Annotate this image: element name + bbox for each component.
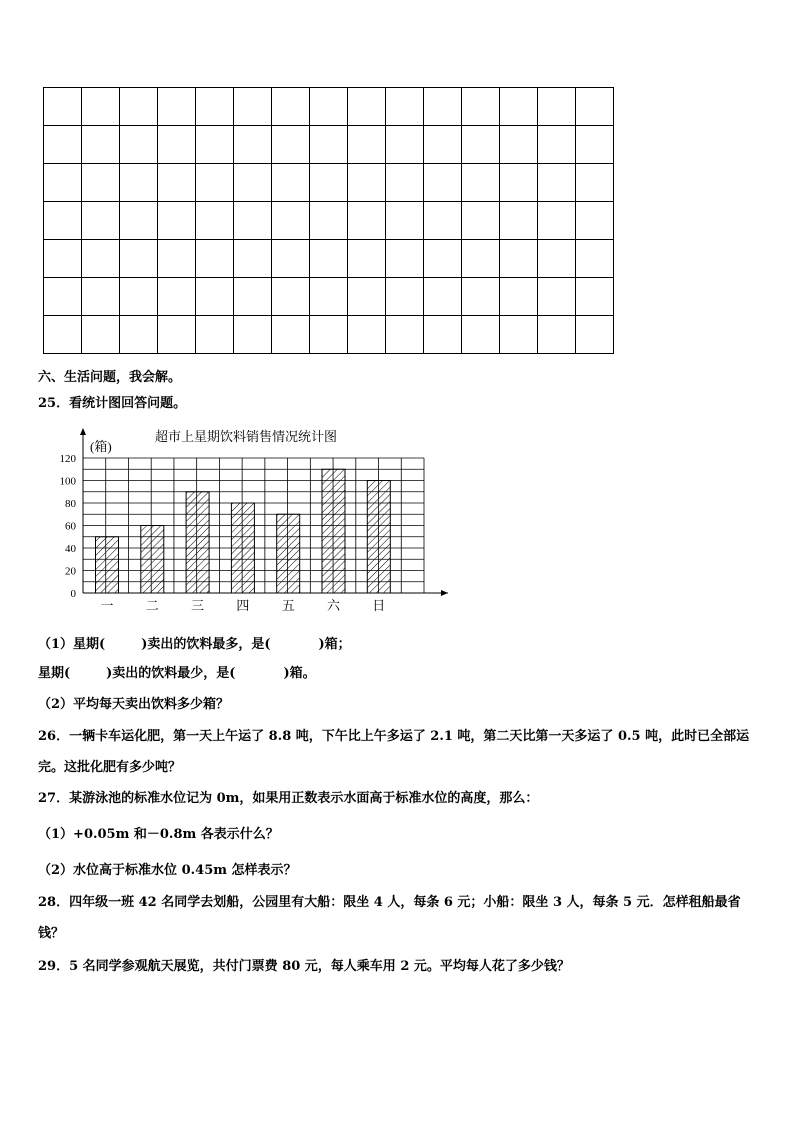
grid-cell[interactable] (82, 126, 120, 164)
bar (322, 469, 345, 593)
question-29: 29．5 名同学参观航天展览，共付门票费 80 元，每人乘车用 2 元。平均每人花了多少钱？ (38, 959, 570, 974)
answer-grid (43, 87, 614, 354)
grid-cell[interactable] (310, 88, 348, 126)
grid-cell[interactable] (158, 316, 196, 354)
section-six-heading: 六、生活问题，我会解。 (38, 370, 182, 385)
grid-cell[interactable] (234, 278, 272, 316)
bar (367, 481, 390, 594)
grid-row (44, 240, 614, 278)
grid-cell[interactable] (538, 164, 576, 202)
question-25-text: 看统计图回答问题。 (69, 396, 187, 411)
grid-cell[interactable] (310, 316, 348, 354)
y-tick-label: 0 (70, 588, 76, 600)
grid-row (44, 278, 614, 316)
grid-cell[interactable] (196, 126, 234, 164)
grid-cell[interactable] (424, 202, 462, 240)
y-axis-arrow (80, 428, 86, 435)
grid-cell[interactable] (500, 202, 538, 240)
grid-cell[interactable] (234, 316, 272, 354)
grid-cell[interactable] (386, 202, 424, 240)
grid-cell[interactable] (158, 88, 196, 126)
grid-cell[interactable] (310, 202, 348, 240)
grid-cell[interactable] (576, 88, 614, 126)
grid-cell[interactable] (158, 126, 196, 164)
x-tick-label: 四 (236, 599, 250, 614)
question-28: 28．四年级一班 42 名同学去划船，公园里有大船：限坐 4 人，每条 6 元；小船：限坐 3 人，每条 5 元．怎样租船最省钱？ (38, 895, 741, 941)
grid-cell[interactable] (196, 316, 234, 354)
grid-cell[interactable] (234, 164, 272, 202)
grid-cell[interactable] (44, 164, 82, 202)
bar (96, 537, 119, 593)
chart-title: 超市上星期饮料销售情况统计图 (155, 430, 338, 445)
grid-cell[interactable] (538, 240, 576, 278)
y-tick-label: 80 (65, 498, 76, 510)
grid-cell[interactable] (424, 278, 462, 316)
grid-cell[interactable] (538, 126, 576, 164)
grid-cell[interactable] (120, 202, 158, 240)
grid-cell[interactable] (234, 240, 272, 278)
bar (231, 503, 254, 593)
grid-cell[interactable] (44, 126, 82, 164)
grid-cell[interactable] (424, 164, 462, 202)
grid-cell[interactable] (538, 202, 576, 240)
grid-cell[interactable] (120, 164, 158, 202)
y-tick-label: 120 (59, 453, 76, 465)
grid-cell[interactable] (576, 126, 614, 164)
x-axis-arrow (441, 590, 448, 596)
question-25-sub1-line2 (38, 665, 316, 683)
grid-cell[interactable] (158, 278, 196, 316)
grid-cell[interactable] (500, 126, 538, 164)
grid-cell[interactable] (272, 202, 310, 240)
grid-cell[interactable] (500, 240, 538, 278)
grid-cell[interactable] (234, 126, 272, 164)
grid-cell[interactable] (44, 316, 82, 354)
grid-cell[interactable] (462, 126, 500, 164)
grid-cell[interactable] (44, 88, 82, 126)
q25-sub1-text-c: )箱； (318, 637, 351, 652)
grid-cell[interactable] (500, 88, 538, 126)
grid-cell[interactable] (44, 240, 82, 278)
grid-cell[interactable] (196, 240, 234, 278)
y-tick-label: 100 (59, 475, 76, 488)
y-tick-label: 40 (65, 543, 76, 555)
grid-cell[interactable] (576, 316, 614, 354)
grid-cell[interactable] (272, 278, 310, 316)
question-25 (38, 395, 186, 413)
grid-cell[interactable] (538, 316, 576, 354)
grid-row (44, 202, 614, 240)
grid-cell[interactable] (82, 202, 120, 240)
grid-cell[interactable] (538, 88, 576, 126)
grid-cell[interactable] (196, 202, 234, 240)
grid-cell[interactable] (424, 88, 462, 126)
grid-cell[interactable] (386, 88, 424, 126)
grid-cell[interactable] (120, 240, 158, 278)
grid-cell[interactable] (462, 202, 500, 240)
grid-cell[interactable] (196, 278, 234, 316)
bar (141, 526, 164, 594)
grid-cell[interactable] (44, 202, 82, 240)
grid-cell[interactable] (500, 316, 538, 354)
grid-cell[interactable] (386, 240, 424, 278)
grid-cell[interactable] (500, 164, 538, 202)
question-27-sub2: （2）水位高于标准水位 0.45m 怎样表示？ (38, 863, 297, 878)
x-tick-label: 五 (281, 599, 295, 614)
grid-cell[interactable] (82, 278, 120, 316)
grid-row (44, 316, 614, 354)
grid-cell[interactable] (386, 126, 424, 164)
question-27-sub1: （1）+0.05m 和－0.8m 各表示什么？ (38, 827, 279, 842)
grid-cell[interactable] (272, 240, 310, 278)
y-axis-label: (箱) (90, 439, 112, 454)
grid-cell[interactable] (462, 316, 500, 354)
q25-sub1b-text-c: )箱。 (283, 666, 316, 681)
grid-cell[interactable] (348, 316, 386, 354)
grid-cell[interactable] (196, 88, 234, 126)
x-tick-label: 三 (191, 599, 205, 614)
bar (277, 514, 300, 593)
question-25-sub1-line1 (38, 636, 351, 654)
grid-cell[interactable] (348, 202, 386, 240)
grid-cell[interactable] (82, 88, 120, 126)
grid-cell[interactable] (120, 278, 158, 316)
grid-cell[interactable] (348, 88, 386, 126)
grid-cell[interactable] (500, 278, 538, 316)
grid-cell[interactable] (538, 278, 576, 316)
bar-chart (56, 425, 456, 615)
grid-cell[interactable] (576, 240, 614, 278)
grid-cell[interactable] (576, 164, 614, 202)
grid-cell[interactable] (462, 164, 500, 202)
question-26: 26．一辆卡车运化肥，第一天上午运了 8.8 吨，下午比上午多运了 2.1 吨，第二天比第一天多运了 0.5 吨，此时已全部运完。这批化肥有多少吨？ (38, 729, 750, 775)
grid-cell[interactable] (158, 164, 196, 202)
grid-cell[interactable] (386, 278, 424, 316)
question-25-number: 25． (38, 396, 70, 411)
grid-cell[interactable] (386, 316, 424, 354)
y-tick-label: 60 (65, 520, 76, 533)
q25-sub1-text-a: （1）星期( (38, 637, 106, 652)
grid-cell[interactable] (576, 202, 614, 240)
bar (186, 492, 209, 593)
x-tick-label: 二 (145, 599, 159, 614)
grid-cell[interactable] (462, 278, 500, 316)
grid-cell[interactable] (348, 278, 386, 316)
grid-cell[interactable] (272, 316, 310, 354)
grid-cell[interactable] (120, 88, 158, 126)
grid-cell[interactable] (310, 126, 348, 164)
grid-cell[interactable] (120, 316, 158, 354)
grid-cell[interactable] (272, 126, 310, 164)
grid-cell[interactable] (424, 126, 462, 164)
grid-cell[interactable] (462, 88, 500, 126)
y-tick-label: 20 (65, 565, 76, 578)
grid-cell[interactable] (120, 126, 158, 164)
x-tick-label: 六 (326, 599, 341, 614)
grid-cell[interactable] (424, 316, 462, 354)
grid-cell[interactable] (348, 164, 386, 202)
q25-sub1-text-b: )卖出的饮料最多，是( (141, 637, 271, 652)
x-tick-label: 日 (372, 599, 386, 614)
grid-cell[interactable] (310, 164, 348, 202)
q25-sub1b-text-b: )卖出的饮料最少，是( (106, 666, 236, 681)
grid-cell[interactable] (234, 202, 272, 240)
grid-row (44, 126, 614, 164)
grid-cell[interactable] (272, 88, 310, 126)
grid-cell[interactable] (272, 164, 310, 202)
grid-cell[interactable] (310, 240, 348, 278)
grid-cell[interactable] (386, 164, 424, 202)
grid-cell[interactable] (576, 278, 614, 316)
grid-cell[interactable] (348, 126, 386, 164)
grid-cell[interactable] (82, 316, 120, 354)
grid-cell[interactable] (158, 240, 196, 278)
grid-cell[interactable] (424, 240, 462, 278)
grid-row (44, 88, 614, 126)
grid-cell[interactable] (348, 240, 386, 278)
question-25-sub2: （2）平均每天卖出饮料多少箱？ (38, 697, 230, 712)
q25-sub1b-text-a: 星期( (38, 666, 71, 681)
grid-cell[interactable] (44, 278, 82, 316)
grid-cell[interactable] (196, 164, 234, 202)
grid-cell[interactable] (234, 88, 272, 126)
grid-cell[interactable] (82, 164, 120, 202)
grid-row (44, 164, 614, 202)
question-27: 27．某游泳池的标准水位记为 0m，如果用正数表示水面高于标准水位的高度，那么： (38, 791, 539, 806)
grid-cell[interactable] (82, 240, 120, 278)
grid-cell[interactable] (462, 240, 500, 278)
grid-cell[interactable] (310, 278, 348, 316)
grid-cell[interactable] (158, 202, 196, 240)
x-tick-label: 一 (100, 599, 114, 614)
